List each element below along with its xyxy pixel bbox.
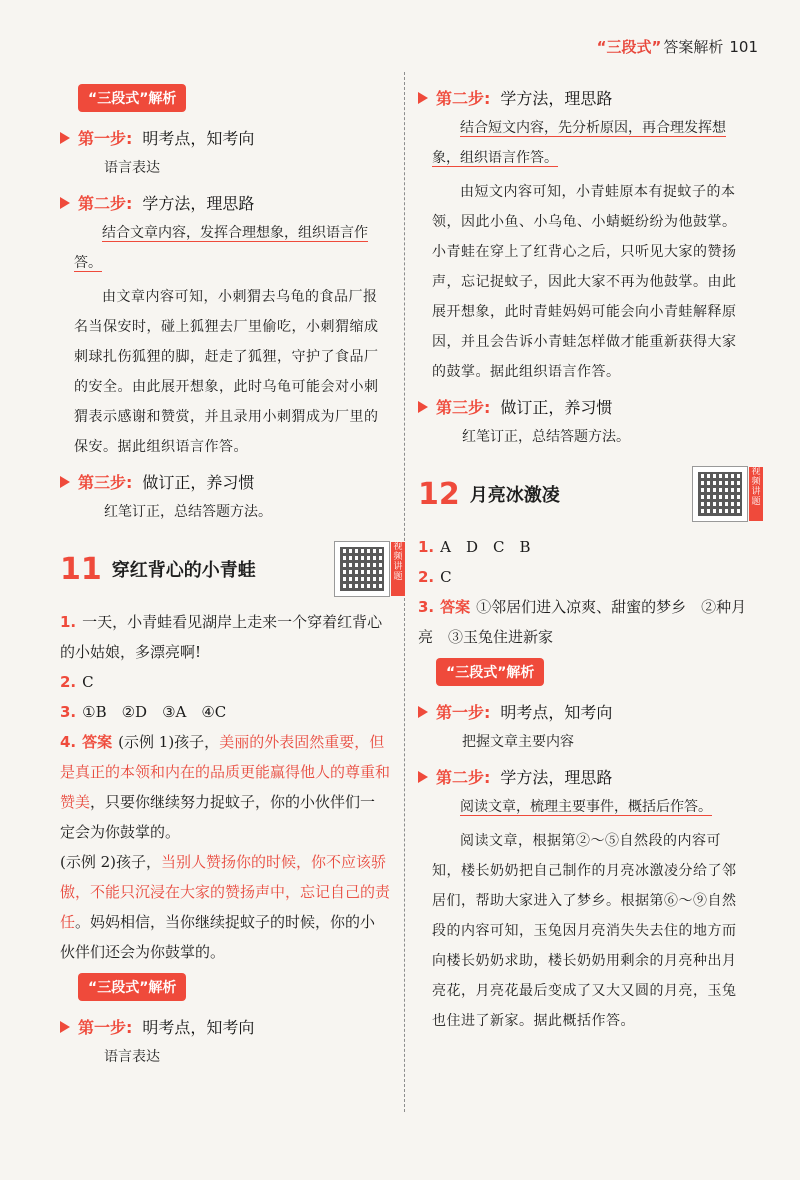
answer-number: 2. [60,673,77,691]
step-body: 语言表达 [104,1049,160,1065]
answer-2 [418,562,748,592]
step-text: 学方法，理思路 [142,194,255,213]
answer-number: 4. [60,733,77,751]
section-title: 穿红背心的小青蛙 [111,560,256,581]
step-body: 红笔订正，总结答题方法。 [104,504,272,520]
header-brand: “三段式” [596,38,662,56]
step-arrow-icon [418,706,428,718]
section-11-heading [60,541,403,597]
step-arrow-icon [418,92,428,104]
page-number: 101 [729,38,758,56]
answer-4 [60,727,390,847]
method-summary [432,792,748,822]
step-arrow-icon [418,771,428,783]
step-label: 第二步: [436,89,491,108]
section-12-heading [418,466,761,522]
step-text: 明考点，知考向 [142,1018,255,1037]
step-one [418,700,748,723]
example-2-intro: (示例 2)孩子， [60,853,162,871]
method-summary-text: 结合文章内容，发挥合理想象，组织语言作答。 [74,225,368,271]
answer-1 [60,607,390,667]
step-one [60,1015,390,1038]
example-2-highlight: 当别人赞扬你的时候，你不应该骄傲，不能只沉浸在大家的赞扬声中，忘记自己的责任 [60,853,391,931]
right-column [418,78,761,1036]
example-2-end: 。妈妈相信，当你继续捉蚊子的时候，你的小伙伴们还会为你鼓掌的。 [60,913,376,961]
step-text: 学方法，理思路 [500,768,613,787]
example-1-highlight: 美丽的外表固然重要，但是真正的本领和内在的品质更能赢得他人的尊重和赞美 [60,733,391,811]
step-arrow-icon [60,1021,70,1033]
step-text: 明考点，知考向 [142,129,255,148]
method-summary [432,113,748,173]
step-two [418,765,748,788]
step-arrow-icon [60,132,70,144]
answer-3 [418,592,748,652]
step-two [418,86,748,109]
step-three [418,395,748,418]
step-text: 做订正，养习惯 [500,398,613,417]
qr-pattern [698,472,742,516]
step-body: 红笔订正，总结答题方法。 [462,429,630,445]
analysis-badge: “三段式”解析 [78,84,186,112]
step-label: 第一步: [78,1018,133,1037]
answer-text: ①邻居们进入凉爽、甜蜜的梦乡 ②种月亮 ③玉兔住进新家 [418,598,747,646]
step-text: 明考点，知考向 [500,703,613,722]
qr-code-icon[interactable] [334,541,403,597]
section-title: 月亮冰激凌 [469,485,560,506]
step-two [60,191,390,214]
step-one [60,126,390,149]
step-label: 第二步: [78,194,133,213]
step-label: 第三步: [436,398,491,417]
step-arrow-icon [60,476,70,488]
answer-label: 答案 [440,598,471,616]
example-1-intro: (示例 1)孩子， [118,733,220,751]
answer-text: ①B ②D ③A ④C [82,703,227,721]
left-column [60,78,403,1072]
answer-number: 1. [60,613,77,631]
answer-number: 3. [418,598,435,616]
step-body: 语言表达 [104,160,160,176]
answer-number: 3. [60,703,77,721]
step-label: 第一步: [436,703,491,722]
step-three [60,470,390,493]
answer-3 [60,697,390,727]
step-label: 第一步: [78,129,133,148]
method-summary-text: 结合短文内容，先分析原因，再合理发挥想象，组织语言作答。 [432,120,726,166]
analysis-badge: “三段式”解析 [78,973,186,1001]
video-tag: 视频讲题 [391,542,405,596]
answer-number: 2. [418,568,435,586]
analysis-paragraph: 阅读文章，根据第②～⑤自然段的内容可知，楼长奶奶把自己制作的月亮冰激凌分给了邻居们，帮助大家进入了梦乡。根据第⑥～⑨自然段的内容可知，玉兔因月亮消失失去住的地方而向楼长奶奶求助，楼长奶奶用剩余的月亮种出月亮花，月亮花最后变成了又大又圆的月亮，玉兔也住进了新家。据此概括作答。 [432,833,737,1029]
answer-text: C [82,673,94,691]
step-label: 第二步: [436,768,491,787]
method-summary [74,218,390,278]
header-subtitle: 答案解析 [663,38,724,56]
step-text: 做订正，养习惯 [142,473,255,492]
step-text: 学方法，理思路 [500,89,613,108]
step-label: 第三步: [78,473,133,492]
step-body: 把握文章主要内容 [462,734,574,750]
analysis-badge: “三段式”解析 [436,658,544,686]
answer-label: 答案 [82,733,113,751]
answer-1 [418,532,748,562]
answer-text: C [440,568,452,586]
step-arrow-icon [418,401,428,413]
answer-2 [60,667,390,697]
section-number: 11 [60,551,102,587]
method-summary-text: 阅读文章，梳理主要事件，概括后作答。 [460,799,712,815]
answer-number: 1. [418,538,435,556]
page-header [597,36,758,57]
qr-pattern [340,547,384,591]
step-arrow-icon [60,197,70,209]
analysis-paragraph: 由短文内容可知，小青蛙原本有捉蚊子的本领，因此小鱼、小乌龟、小蜻蜓纷纷为他鼓掌。小青蛙在穿上了红背心之后，只听见大家的赞扬声，忘记捉蚊子，因此大家不再为他鼓掌。由此展开想象，此时青蛙妈妈可能会向小青蛙解释原因，并且会告诉小青蛙怎样做才能重新获得大家的鼓掌。据此组织语言作答。 [432,184,737,380]
qr-code-icon[interactable] [692,466,761,522]
answer-text: 一天，小青蛙看见湖岸上走来一个穿着红背心的小姑娘，多漂亮啊! [60,613,383,661]
answer-4-example-2 [60,847,390,967]
video-tag: 视频讲题 [749,467,763,521]
section-number: 12 [418,476,460,512]
example-1-end: ，只要你继续努力捉蚊子，你的小伙伴们一定会为你鼓掌的。 [60,793,376,841]
answer-text: A D C B [440,538,531,556]
analysis-paragraph: 由文章内容可知，小刺猬去乌龟的食品厂报名当保安时，碰上狐狸去厂里偷吃，小刺猬缩成刺球扎伤狐狸的脚，赶走了狐狸，守护了食品厂的安全。由此展开想象，此时乌龟可能会对小刺猬表示感谢和赞赏，并且录用小刺猬成为厂里的保安。据此组织语言作答。 [74,289,379,455]
